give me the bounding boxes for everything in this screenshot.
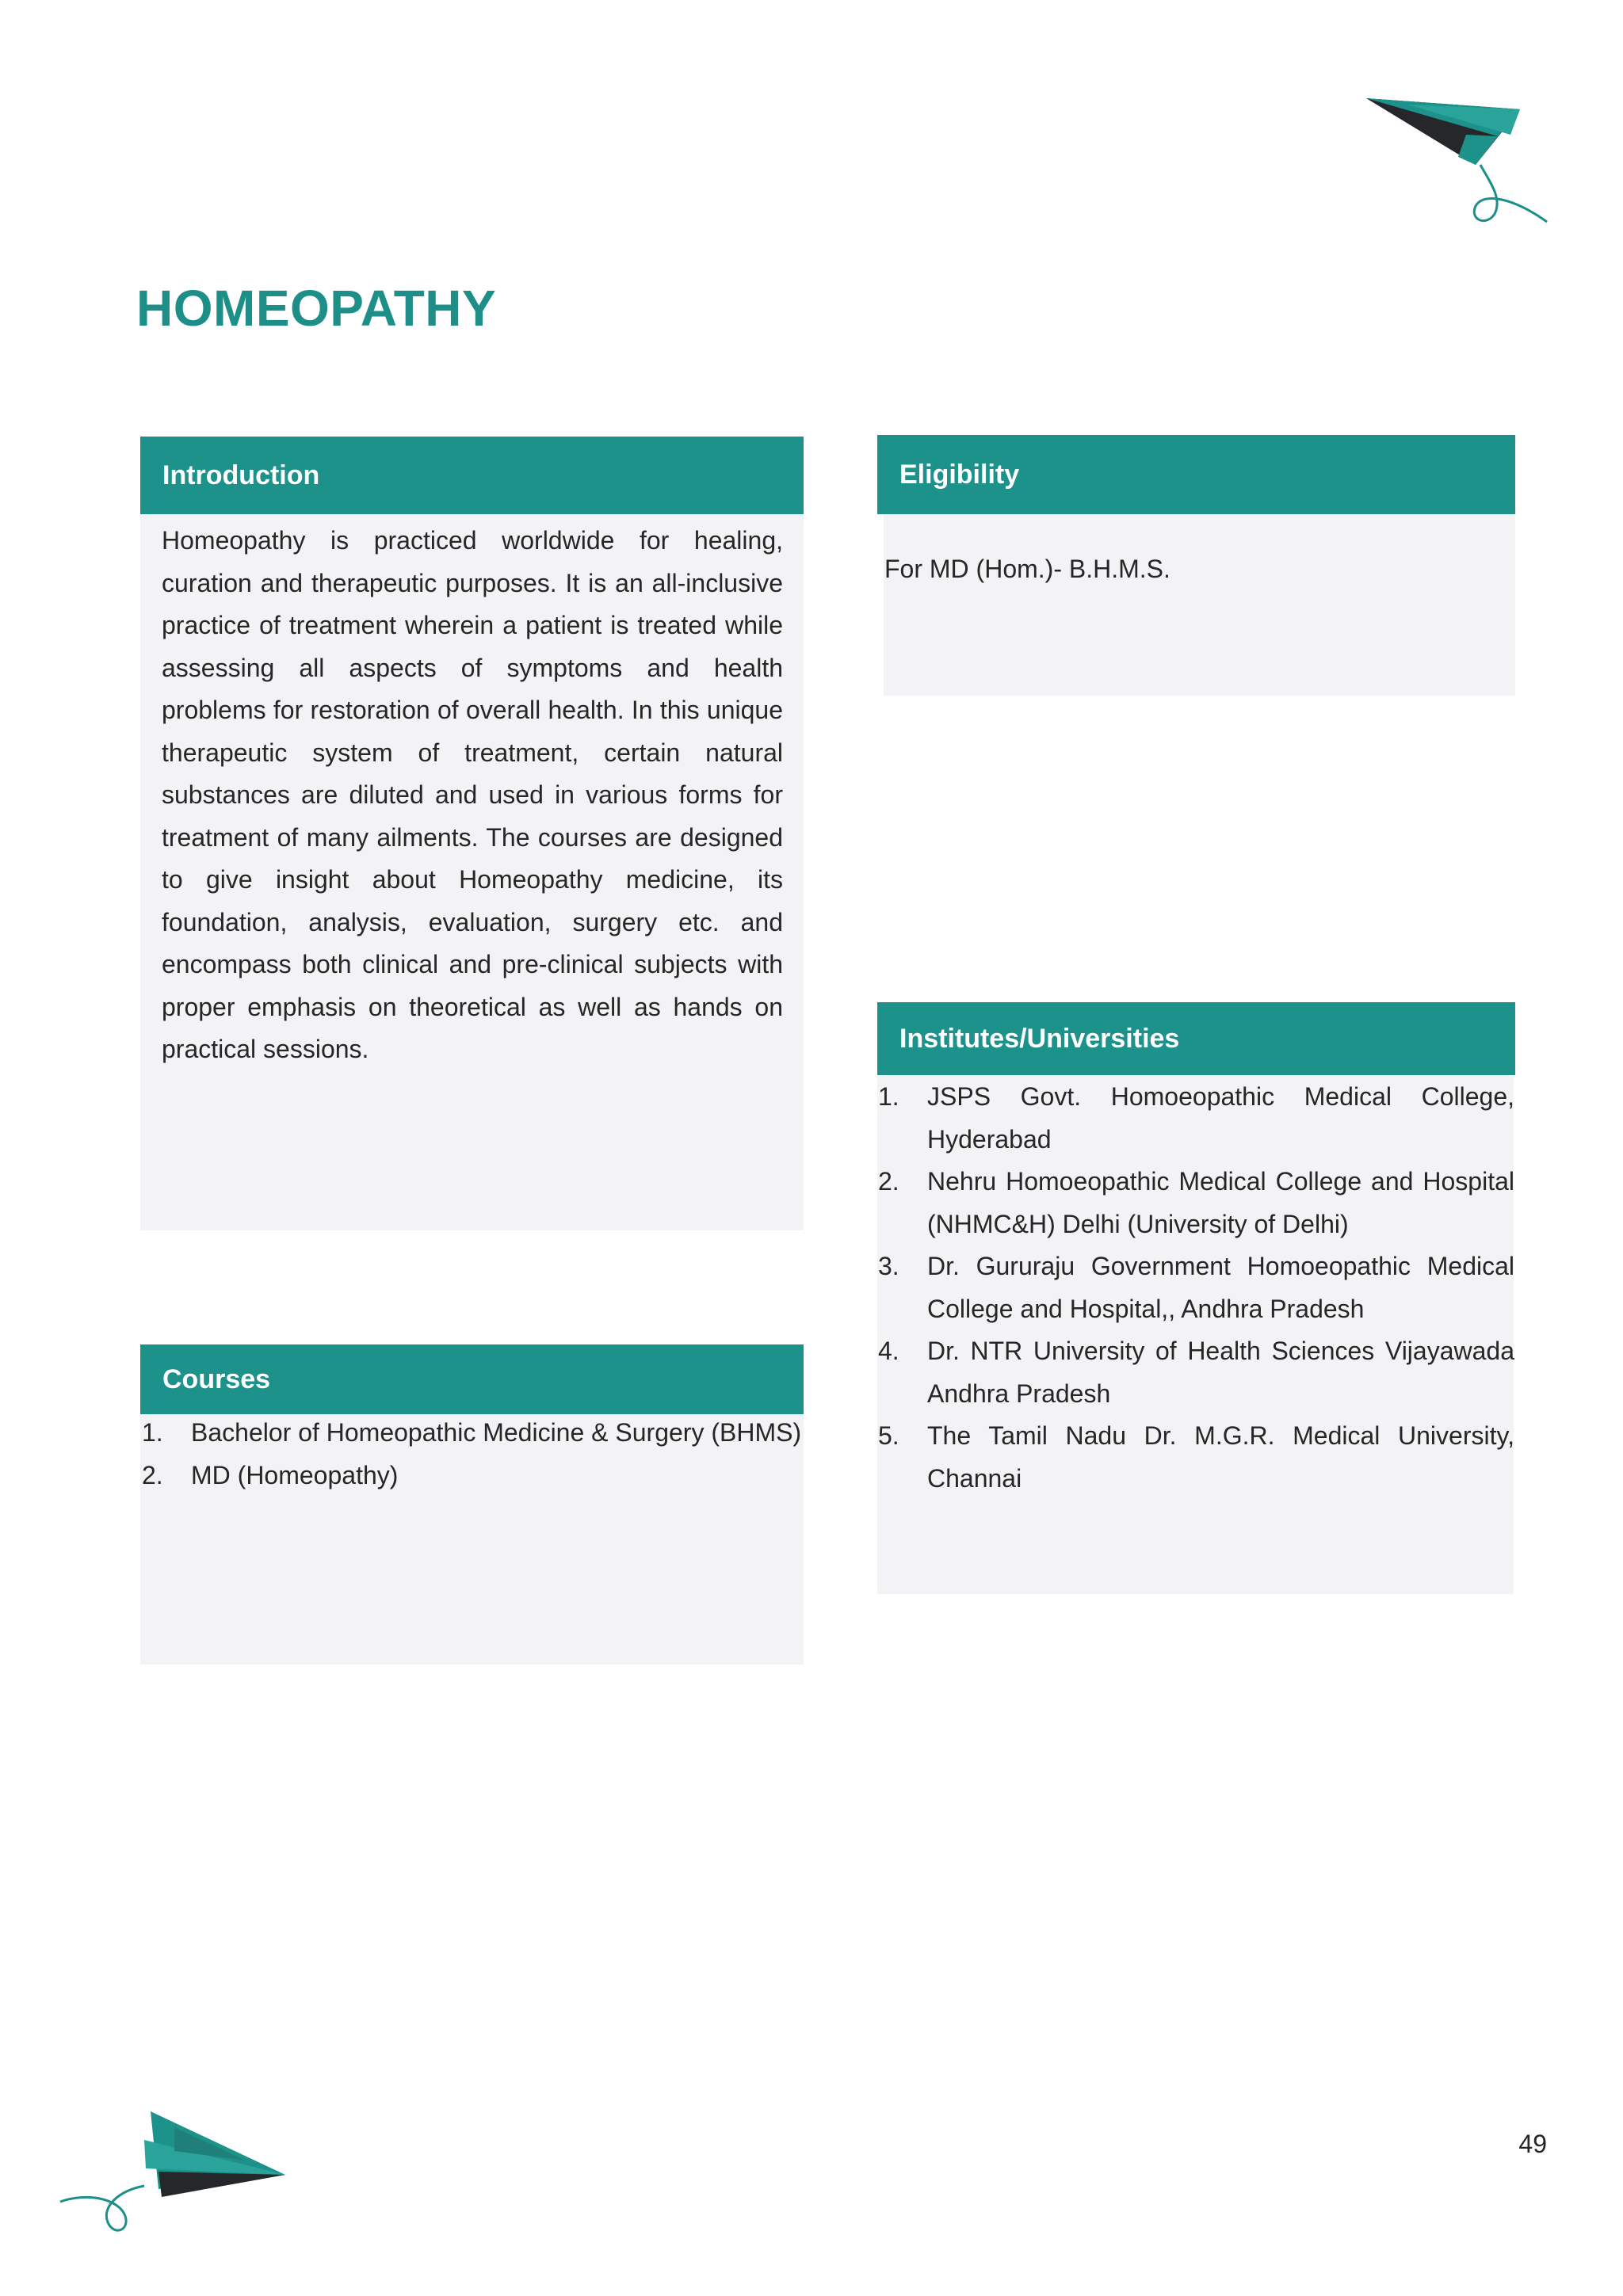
- eligibility-text: For MD (Hom.)- B.H.M.S.: [884, 555, 1170, 583]
- institute-name: Dr. Gururaju Government Homoeopathic Medical College and Hospital,, Andhra Pradesh: [927, 1252, 1514, 1323]
- list-number: 1.: [878, 1082, 899, 1111]
- institutes-heading: Institutes/Universities: [899, 1023, 1180, 1054]
- list-number: 1.: [142, 1418, 163, 1447]
- institute-name: Dr. NTR University of Health Sciences Vijayawada Andhra Pradesh: [927, 1337, 1514, 1408]
- page-number: 49: [1518, 2130, 1547, 2158]
- list-item: [878, 1330, 1514, 1415]
- paper-plane-icon: [55, 2103, 293, 2254]
- course-name: Bachelor of Homeopathic Medicine & Surgery (BHMS): [191, 1418, 802, 1447]
- list-item: [878, 1076, 1514, 1161]
- list-item: [878, 1415, 1514, 1500]
- list-number: 5.: [878, 1421, 899, 1450]
- institutes-header: [877, 1002, 1515, 1075]
- list-number: 4.: [878, 1337, 899, 1365]
- courses-list: [142, 1412, 803, 1497]
- introduction-heading: Introduction: [162, 460, 320, 490]
- page-title: HOMEOPATHY: [136, 280, 497, 337]
- institute-name: JSPS Govt. Homoeopathic Medical College, Hyderabad: [927, 1082, 1514, 1154]
- list-item: [878, 1245, 1514, 1330]
- list-number: 3.: [878, 1252, 899, 1280]
- institute-name: The Tamil Nadu Dr. M.G.R. Medical University, Channai: [927, 1421, 1514, 1493]
- list-item: [142, 1455, 803, 1497]
- courses-heading: Courses: [162, 1363, 271, 1394]
- introduction-header: [140, 437, 804, 514]
- institutes-list: [878, 1076, 1514, 1500]
- course-name: MD (Homeopathy): [191, 1460, 399, 1489]
- list-item: [142, 1412, 803, 1455]
- list-number: 2.: [878, 1167, 899, 1196]
- list-number: 2.: [142, 1460, 163, 1489]
- paper-plane-icon: [1347, 87, 1569, 238]
- list-item: [878, 1161, 1514, 1245]
- institute-name: Nehru Homoeopathic Medical College and Hospital (NHMC&H) Delhi (University of Delhi): [927, 1167, 1514, 1238]
- introduction-text: Homeopathy is practiced worldwide for healing, curation and therapeutic purposes. It is an all-inclusive practice of treatment wherein a patient is treated while assessing all aspects of symptoms and health problems for restoration of overall health. In this unique therapeutic system of treatment, certain natural substances are diluted and used in various forms for treatment of many ailments. The courses are designed to give insight about Homeopathy medicine, its foundation, analysis, evaluation, surgery etc. and encompass both clinical and pre-clinical subjects with proper emphasis on theoretical as well as hands on practical sessions.: [162, 526, 783, 1063]
- eligibility-panel: [884, 513, 1515, 696]
- courses-header: [140, 1344, 804, 1414]
- eligibility-header: [877, 435, 1515, 514]
- eligibility-heading: Eligibility: [899, 459, 1020, 490]
